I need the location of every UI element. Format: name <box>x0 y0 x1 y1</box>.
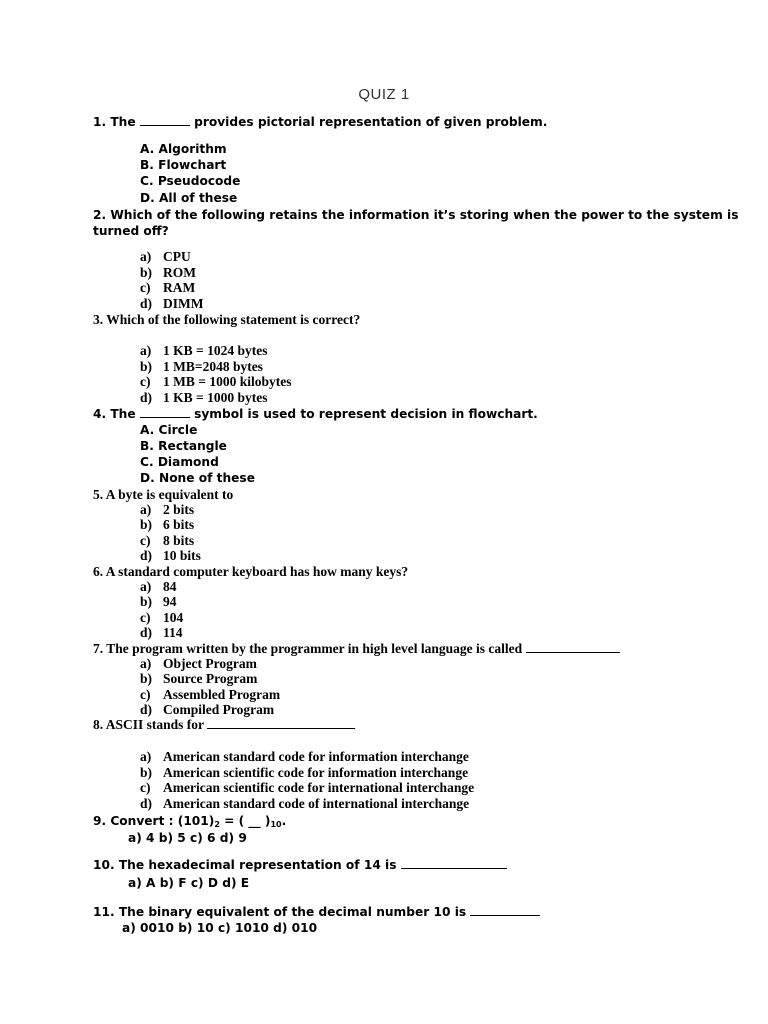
q9-options: a) 4 b) 5 c) 6 d) 9 <box>128 831 247 845</box>
q7-option-d: d) Compiled Program <box>140 702 275 717</box>
q11-options: a) 0010 b) 10 c) 1010 d) 010 <box>122 921 318 935</box>
answer-blank <box>470 904 540 916</box>
question-7: 7. The program written by the programmer in high level language is called <box>93 641 620 657</box>
q4-option-d: D. None of these <box>140 471 255 485</box>
q2-option-b: b) ROM <box>140 265 196 280</box>
q2-option-a: a) CPU <box>140 249 191 264</box>
q7-option-c: c) Assembled Program <box>140 687 281 702</box>
q4-option-b: B. Rectangle <box>140 439 227 453</box>
question-2-line-1: 2. Which of the following retains the information it’s storing when the power to the system is <box>93 208 739 222</box>
question-4: 4. The symbol is used to represent decision in flowchart. <box>93 407 538 421</box>
q8-option-d: d) American standard code of international interchange <box>140 796 470 811</box>
answer-blank <box>140 114 190 126</box>
page-title: QUIZ 1 <box>358 86 410 103</box>
question-3: 3. Which of the following statement is correct? <box>93 312 361 327</box>
question-11: 11. The binary equivalent of the decimal number 10 is <box>93 904 540 920</box>
question-10: 10. The hexadecimal representation of 14 is <box>93 857 507 873</box>
q3-option-b: b) 1 MB=2048 bytes <box>140 359 263 374</box>
q3-option-a: a) 1 KB = 1024 bytes <box>140 343 268 358</box>
question-2-line-2: turned off? <box>93 224 169 238</box>
question-9: 9. Convert : $(101)_2$ = ( __ )$_{10}$. <box>93 814 287 829</box>
question-6: 6. A standard computer keyboard has how many keys? <box>93 564 409 579</box>
question-1: 1. The provides pictorial representation of given problem. <box>93 115 548 129</box>
q8-option-c: c) American scientific code for international interchange <box>140 780 475 795</box>
q4-option-c: C. Diamond <box>140 455 219 469</box>
q6-option-a: a) 84 <box>140 579 177 594</box>
q3-option-c: c) 1 MB = 1000 kilobytes <box>140 374 292 389</box>
answer-blank <box>526 641 620 653</box>
q4-option-a: A. Circle <box>140 423 198 437</box>
q5-option-a: a) 2 bits <box>140 502 195 517</box>
q5-option-c: c) 8 bits <box>140 533 195 548</box>
q8-option-a: a) American standard code for information interchange <box>140 749 469 764</box>
question-8: 8. ASCII stands for <box>93 717 355 733</box>
q2-option-c: c) RAM <box>140 280 196 295</box>
answer-blank <box>140 406 190 418</box>
q10-options: a) A b) F c) D d) E <box>128 876 250 890</box>
q5-option-b: b) 6 bits <box>140 517 195 532</box>
q6-option-d: d) 114 <box>140 625 183 640</box>
q1-option-b: B. Flowchart <box>140 158 227 172</box>
q1-option-c: C. Pseudocode <box>140 174 241 188</box>
q2-option-d: d) DIMM <box>140 296 204 311</box>
q7-option-b: b) Source Program <box>140 671 258 686</box>
q8-option-b: b) American scientific code for information interchange <box>140 765 469 780</box>
answer-blank <box>207 717 355 729</box>
q1-option-d: D. All of these <box>140 191 238 205</box>
q6-option-b: b) 94 <box>140 594 177 609</box>
q3-option-d: d) 1 KB = 1000 bytes <box>140 390 268 405</box>
q6-option-c: c) 104 <box>140 610 184 625</box>
q5-option-d: d) 10 bits <box>140 548 201 563</box>
answer-blank <box>401 857 507 869</box>
question-5: 5. A byte is equivalent to <box>93 487 234 502</box>
q1-option-a: A. Algorithm <box>140 142 227 156</box>
q7-option-a: a) Object Program <box>140 656 257 671</box>
